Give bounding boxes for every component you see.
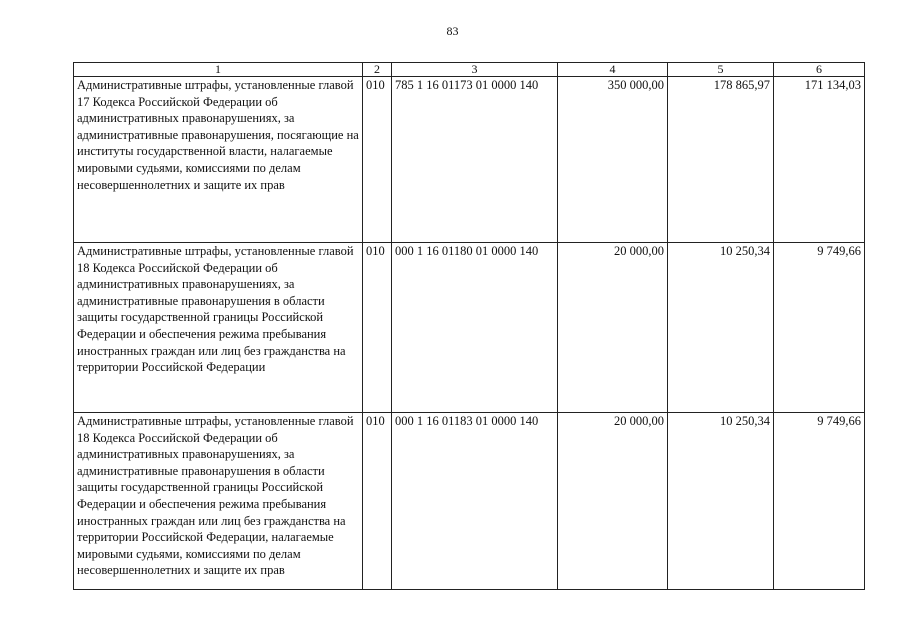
column-number-5: 5 bbox=[668, 63, 774, 77]
row-description: Административные штрафы, установленные главой 18 Кодекса Российской Федерации об административных правонарушениях, за административные правонарушения в области защиты государственной границы Российской Федерации и обеспечения режима пребывания иностранных граждан или лиц без гражданства на территории Российской Федерации bbox=[74, 243, 363, 413]
row-remaining-amount: 9 749,66 bbox=[774, 243, 865, 413]
column-number-2: 2 bbox=[363, 63, 392, 77]
column-number-1: 1 bbox=[74, 63, 363, 77]
row-executed-amount: 10 250,34 bbox=[668, 413, 774, 590]
column-number-4: 4 bbox=[558, 63, 668, 77]
column-number-row bbox=[74, 63, 865, 77]
row-description: Административные штрафы, установленные главой 18 Кодекса Российской Федерации об административных правонарушениях, за административные правонарушения в области защиты государственной границы Российской Федерации и обеспечения режима пребывания иностранных граждан или лиц без гражданства на территории Российской Федерации, налагаемые мировыми судьями, комиссиями по делам несовершеннолетних и защите их прав bbox=[74, 413, 363, 590]
row-executed-amount: 10 250,34 bbox=[668, 243, 774, 413]
page-number: 83 bbox=[446, 24, 459, 38]
row-approved-amount: 350 000,00 bbox=[558, 77, 668, 243]
table-row bbox=[74, 243, 865, 413]
row-admin-code: 010 bbox=[363, 413, 392, 590]
row-admin-code: 010 bbox=[363, 243, 392, 413]
row-executed-amount: 178 865,97 bbox=[668, 77, 774, 243]
budget-table bbox=[73, 62, 865, 590]
row-approved-amount: 20 000,00 bbox=[558, 413, 668, 590]
row-budget-code: 000 1 16 01183 01 0000 140 bbox=[392, 413, 558, 590]
row-description: Административные штрафы, установленные главой 17 Кодекса Российской Федерации об административных правонарушениях, за административные правонарушения, посягающие на институты государственной власти, налагаемые мировыми судьями, комиссиями по делам несовершеннолетних и защите их прав bbox=[74, 77, 363, 243]
table-row bbox=[74, 413, 865, 590]
row-remaining-amount: 9 749,66 bbox=[774, 413, 865, 590]
row-budget-code: 000 1 16 01180 01 0000 140 bbox=[392, 243, 558, 413]
row-admin-code: 010 bbox=[363, 77, 392, 243]
row-approved-amount: 20 000,00 bbox=[558, 243, 668, 413]
row-budget-code: 785 1 16 01173 01 0000 140 bbox=[392, 77, 558, 243]
row-remaining-amount: 171 134,03 bbox=[774, 77, 865, 243]
table-row bbox=[74, 77, 865, 243]
column-number-3: 3 bbox=[392, 63, 558, 77]
column-number-6: 6 bbox=[774, 63, 865, 77]
